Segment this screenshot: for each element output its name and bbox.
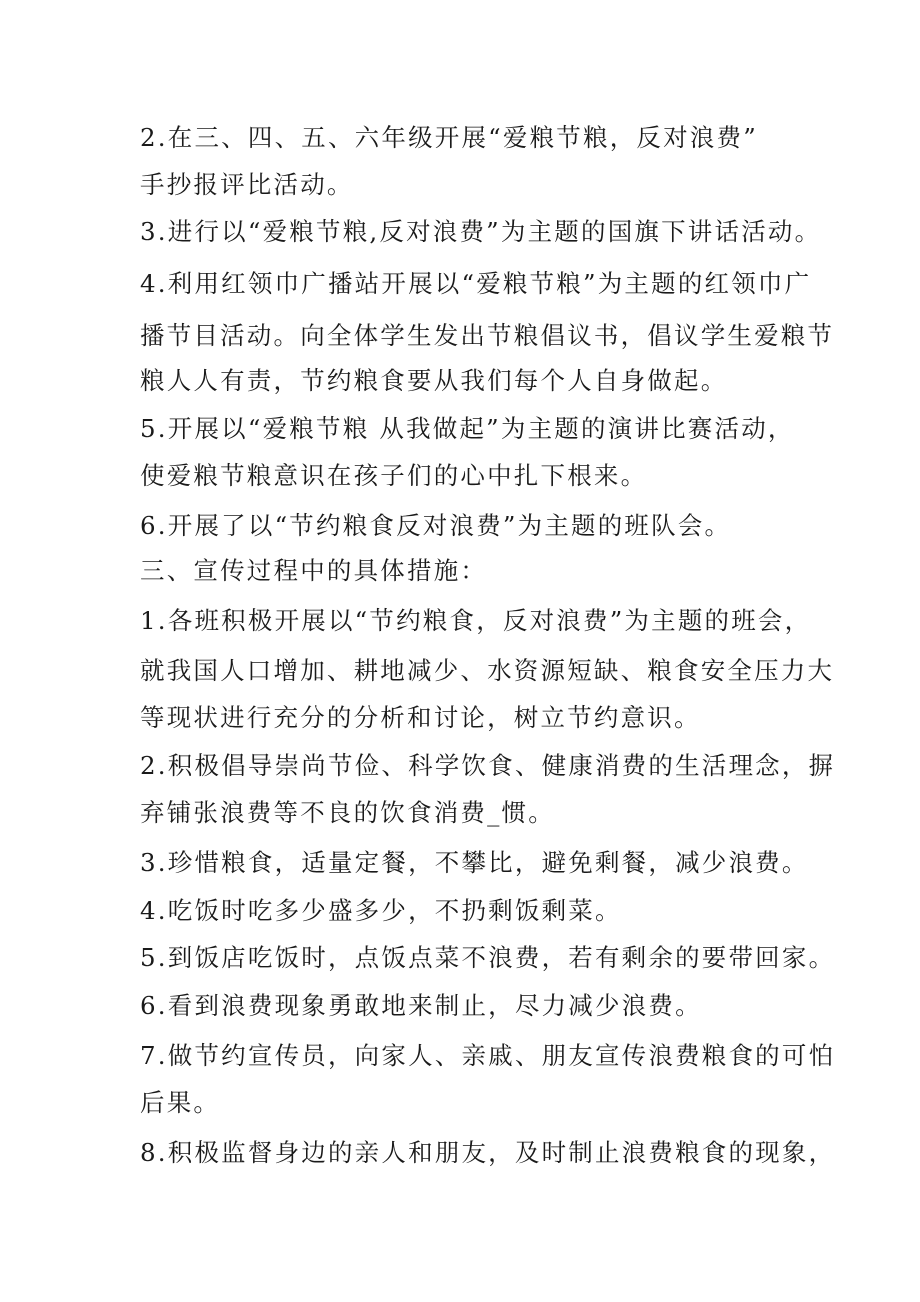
text-line: 1.各班积极开展以“节约粮食，反对浪费”为主题的班会， [140,606,812,635]
text-line: 播节目活动。向全体学生发出节粮倡议书，倡议学生爱粮节 [140,321,835,350]
text-line: 5.开展以“爱粮节粮 从我做起”为主题的演讲比赛活动， [140,414,795,443]
text-line: 使爱粮节粮意识在孩子们的心中扎下根来。 [140,461,648,490]
text-line: 7.做节约宣传员，向家人、亲戚、朋友宣传浪费粮食的可怕 [140,1041,836,1070]
text-line: 3.进行以“爱粮节粮,反对浪费”为主题的国旗下讲话活动。 [140,217,822,246]
text-line: 等现状进行充分的分析和讨论，树立节约意识。 [140,703,701,732]
text-line: 2.在三、四、五、六年级开展“爱粮节粮，反对浪费” [140,123,758,152]
text-line: 就我国人口增加、耕地减少、水资源短缺、粮食安全压力大 [140,656,835,685]
text-line: 弃铺张浪费等不良的饮食消费_惯。 [140,798,555,827]
text-line: 6.开展了以“节约粮食反对浪费”为主题的班队会。 [140,511,732,540]
text-line: 4.利用红领巾广播站开展以“爱粮节粮”为主题的红领巾广 [140,269,812,298]
text-line: 2.积极倡导崇尚节俭、科学饮食、健康消费的生活理念，摒 [140,751,836,780]
text-line: 6.看到浪费现象勇敢地来制止，尽力减少浪费。 [140,991,702,1020]
text-line: 后果。 [140,1088,221,1117]
text-line: 粮人人有责，节约粮食要从我们每个人自身做起。 [140,366,728,395]
text-line: 手抄报评比活动。 [140,170,354,199]
text-line: 8.积极监督身边的亲人和朋友，及时制止浪费粮食的现象， [140,1138,836,1167]
text-line: 3.珍惜粮食，适量定餐，不攀比，避免剩餐，减少浪费。 [140,848,809,877]
text-line: 4.吃饭时吃多少盛多少，不扔剩饭剩菜。 [140,896,622,925]
section-heading: 三、宣传过程中的具体措施： [140,556,488,585]
text-line: 5.到饭店吃饭时，点饭点菜不浪费，若有剩余的要带回家。 [140,943,836,972]
